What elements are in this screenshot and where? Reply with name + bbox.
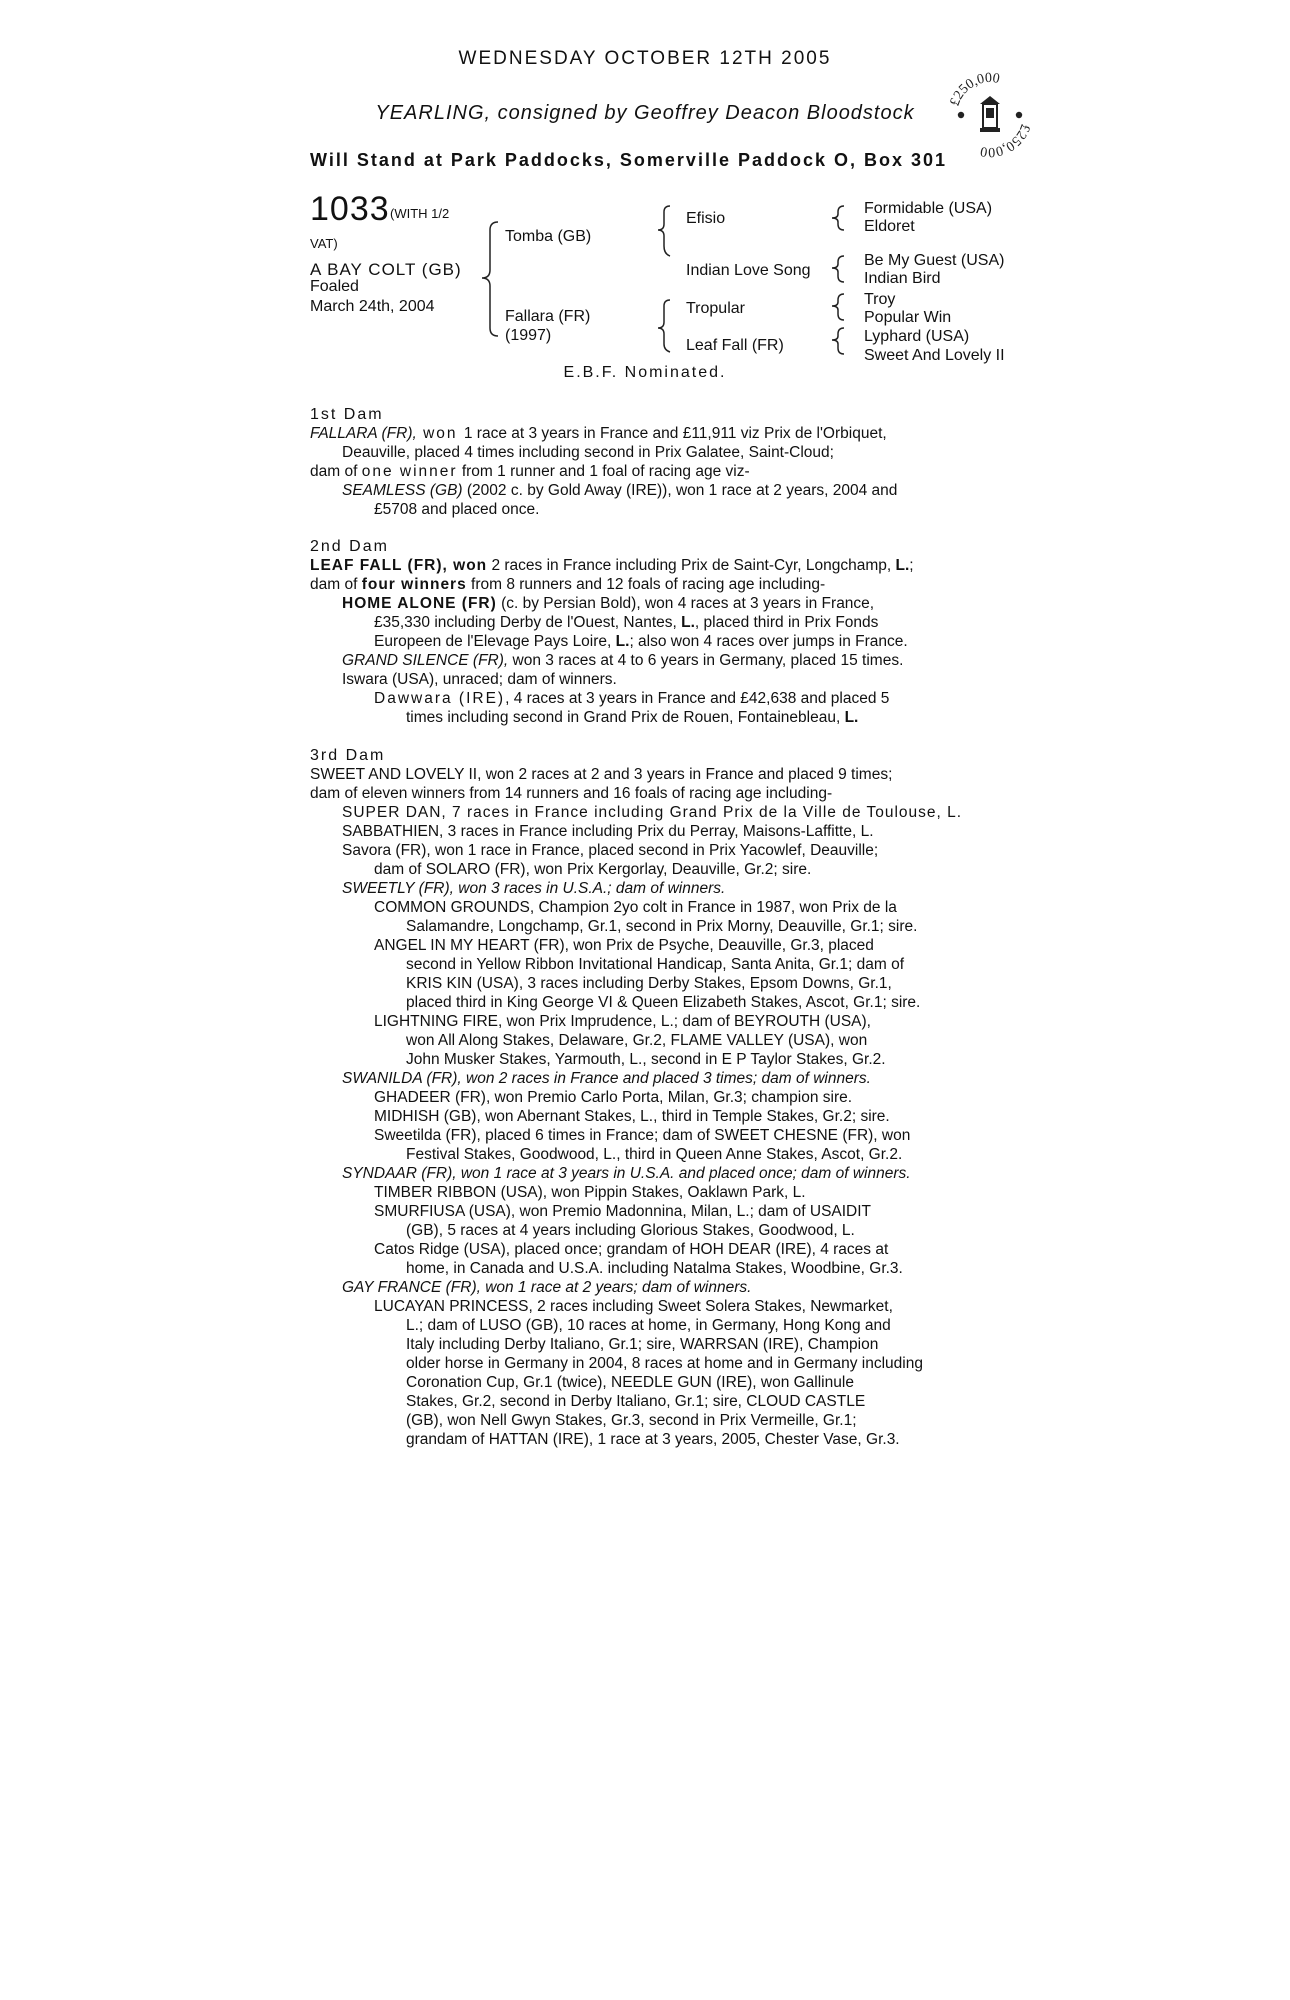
text-line: placed third in King George VI & Queen Elizabeth Stakes, Ascot, Gr.1; sire. bbox=[406, 994, 921, 1011]
text-line: older horse in Germany in 2004, 8 races at home and in Germany including bbox=[406, 1355, 923, 1372]
text-line: L.; dam of LUSO (GB), 10 races at home, in Germany, Hong Kong and bbox=[406, 1317, 891, 1334]
pedigree-ggs-8: Sweet And Lovely II bbox=[864, 347, 1005, 364]
text-line: Coronation Cup, Gr.1 (twice), NEEDLE GUN (IRE), won Gallinule bbox=[406, 1374, 854, 1391]
text-line: John Musker Stakes, Yarmouth, L., second in E P Taylor Stakes, Gr.2. bbox=[406, 1051, 886, 1068]
pedigree-ggs-5: Troy bbox=[864, 291, 896, 308]
pedigree-dam-dam: Leaf Fall (FR) bbox=[686, 337, 784, 354]
foaled-label: Foaled bbox=[310, 278, 359, 295]
lot-description: A BAY COLT (GB) bbox=[310, 260, 462, 279]
section-heading: 3rd Dam bbox=[310, 747, 386, 764]
pedigree-dam-sire: Tropular bbox=[686, 300, 745, 317]
text-line: COMMON GROUNDS, Champion 2yo colt in France in 1987, won Prix de la bbox=[374, 899, 897, 916]
text-line: SEAMLESS (GB) (2002 c. by Gold Away (IRE)), won 1 race at 2 years, 2004 and bbox=[342, 482, 898, 499]
foaled-date: March 24th, 2004 bbox=[310, 298, 435, 315]
text-line: Deauville, placed 4 times including second in Prix Galatee, Saint-Cloud; bbox=[342, 444, 834, 461]
text-line: £35,330 including Derby de l'Ouest, Nantes, L., placed third in Prix Fonds bbox=[374, 614, 879, 631]
lot-vat-note-cont: VAT) bbox=[310, 236, 338, 251]
lot-number: 1033 bbox=[310, 190, 390, 228]
pedigree-sire: Tomba (GB) bbox=[505, 228, 592, 245]
text-line: (GB), 5 races at 4 years including Glorious Stakes, Goodwood, L. bbox=[406, 1222, 855, 1239]
text-line: £5708 and placed once. bbox=[374, 501, 540, 518]
text-line: dam of SOLARO (FR), won Prix Kergorlay, Deauville, Gr.2; sire. bbox=[374, 861, 812, 878]
text-line: (GB), won Nell Gwyn Stakes, Gr.3, second in Prix Vermeille, Gr.1; bbox=[406, 1412, 857, 1429]
text-line: Festival Stakes, Goodwood, L., third in Queen Anne Stakes, Ascot, Gr.2. bbox=[406, 1146, 903, 1163]
text-line: LEAF FALL (FR), won 2 races in France including Prix de Saint-Cyr, Longchamp, L.; bbox=[310, 557, 914, 574]
text-line: SWEET AND LOVELY II, won 2 races at 2 and 3 years in France and placed 9 times; bbox=[310, 766, 893, 783]
text-line: LUCAYAN PRINCESS, 2 races including Sweet Solera Stakes, Newmarket, bbox=[374, 1298, 893, 1315]
text-line: SUPER DAN, 7 races in France including Grand Prix de la Ville de Toulouse, L. bbox=[342, 804, 963, 821]
text-line: won All Along Stakes, Delaware, Gr.2, FLAME VALLEY (USA), won bbox=[406, 1032, 868, 1049]
text-line: dam of four winners from 8 runners and 12 foals of racing age including- bbox=[310, 576, 826, 593]
seal-bottom-text: £250,000 bbox=[979, 121, 1033, 160]
pedigree-dam: Fallara (FR) bbox=[505, 308, 591, 325]
text-line: SYNDAAR (FR), won 1 race at 3 years in U.S.A. and placed once; dam of winners. bbox=[342, 1165, 911, 1182]
sale-date: WEDNESDAY OCTOBER 12TH 2005 bbox=[458, 48, 832, 69]
consignment-line: YEARLING, consigned by Geoffrey Deacon Bloodstock bbox=[375, 102, 915, 124]
text-line: Dawwara (IRE), 4 races at 3 years in France and £42,638 and placed 5 bbox=[374, 690, 890, 707]
text-line: SMURFIUSA (USA), won Premio Madonnina, Milan, L.; dam of USAIDIT bbox=[374, 1203, 872, 1220]
text-line: GAY FRANCE (FR), won 1 race at 2 years; dam of winners. bbox=[342, 1279, 752, 1296]
lot-vat-note: (WITH 1/2 bbox=[390, 206, 450, 221]
text-line: Iswara (USA), unraced; dam of winners. bbox=[342, 671, 617, 688]
text-line: HOME ALONE (FR) (c. by Persian Bold), won 4 races at 3 years in France, bbox=[342, 595, 875, 612]
text-line: TIMBER RIBBON (USA), won Pippin Stakes, Oaklawn Park, L. bbox=[374, 1184, 806, 1201]
stand-location: Will Stand at Park Paddocks, Somerville Paddock O, Box 301 bbox=[310, 150, 948, 170]
text-line: Stakes, Gr.2, second in Derby Italiano, Gr.1; sire, CLOUD CASTLE bbox=[406, 1393, 866, 1410]
pedigree-ggs-1: Formidable (USA) bbox=[864, 200, 993, 217]
text-line: GRAND SILENCE (FR), won 3 races at 4 to 6 years in Germany, placed 15 times. bbox=[342, 652, 904, 669]
text-line: Europeen de l'Elevage Pays Loire, L.; also won 4 races over jumps in France. bbox=[374, 633, 908, 650]
pedigree-ggs-2: Eldoret bbox=[864, 218, 915, 235]
seal-top-text: £250,000 bbox=[947, 70, 1001, 109]
ebf-nominated: E.B.F. Nominated. bbox=[563, 364, 727, 381]
text-line: grandam of HATTAN (IRE), 1 race at 3 years, 2005, Chester Vase, Gr.3. bbox=[406, 1431, 900, 1448]
third-dam-section bbox=[310, 746, 990, 1449]
pedigree-ggs-6: Popular Win bbox=[864, 309, 952, 326]
section-heading: 1st Dam bbox=[310, 406, 384, 423]
text-line: KRIS KIN (USA), 3 races including Derby Stakes, Epsom Downs, Gr.1, bbox=[406, 975, 892, 992]
text-line: Sweetilda (FR), placed 6 times in France; dam of SWEET CHESNE (FR), won bbox=[374, 1127, 911, 1144]
section-heading: 2nd Dam bbox=[310, 538, 389, 555]
text-line: Italy including Derby Italiano, Gr.1; sire, WARRSAN (IRE), Champion bbox=[406, 1336, 879, 1353]
pedigree-ggs-7: Lyphard (USA) bbox=[864, 328, 970, 345]
text-line: SWEETLY (FR), won 3 races in U.S.A.; dam of winners. bbox=[342, 880, 726, 897]
text-line: SABBATHIEN, 3 races in France including Prix du Perray, Maisons-Laffitte, L. bbox=[342, 823, 874, 840]
text-line: dam of eleven winners from 14 runners and 16 foals of racing age including- bbox=[310, 785, 833, 802]
pedigree-sire-sire: Efisio bbox=[686, 210, 726, 227]
text-line: second in Yellow Ribbon Invitational Handicap, Santa Anita, Gr.1; dam of bbox=[406, 956, 905, 973]
text-line: dam of one winner from 1 runner and 1 foal of racing age viz- bbox=[310, 463, 750, 480]
pedigree-dam-year: (1997) bbox=[505, 327, 552, 344]
text-line: GHADEER (FR), won Premio Carlo Porta, Milan, Gr.3; champion sire. bbox=[374, 1089, 853, 1106]
text-line: SWANILDA (FR), won 2 races in France and placed 3 times; dam of winners. bbox=[342, 1070, 871, 1087]
pedigree-ggs-4: Indian Bird bbox=[864, 270, 941, 287]
text-line: ANGEL IN MY HEART (FR), won Prix de Psyche, Deauville, Gr.3, placed bbox=[374, 937, 874, 954]
price-seal-icon bbox=[945, 70, 1035, 160]
second-dam-section bbox=[310, 537, 990, 727]
text-line: MIDHISH (GB), won Abernant Stakes, L., third in Temple Stakes, Gr.2; sire. bbox=[374, 1108, 890, 1125]
pedigree-sire-dam: Indian Love Song bbox=[686, 262, 811, 279]
text-line: LIGHTNING FIRE, won Prix Imprudence, L.; dam of BEYROUTH (USA), bbox=[374, 1013, 871, 1030]
first-dam-section bbox=[310, 405, 990, 519]
text-line: Catos Ridge (USA), placed once; grandam of HOH DEAR (IRE), 4 races at bbox=[374, 1241, 889, 1258]
text-line: Salamandre, Longchamp, Gr.1, second in Prix Morny, Deauville, Gr.1; sire. bbox=[406, 918, 918, 935]
text-line: Savora (FR), won 1 race in France, placed second in Prix Yacowlef, Deauville; bbox=[342, 842, 879, 859]
text-line: times including second in Grand Prix de Rouen, Fontainebleau, L. bbox=[406, 709, 859, 726]
text-line: FALLARA (FR), won 1 race at 3 years in France and £11,911 viz Prix de l'Orbiquet, bbox=[310, 425, 887, 442]
text-line: home, in Canada and U.S.A. including Natalma Stakes, Woodbine, Gr.3. bbox=[406, 1260, 903, 1277]
pedigree-ggs-3: Be My Guest (USA) bbox=[864, 252, 1005, 269]
